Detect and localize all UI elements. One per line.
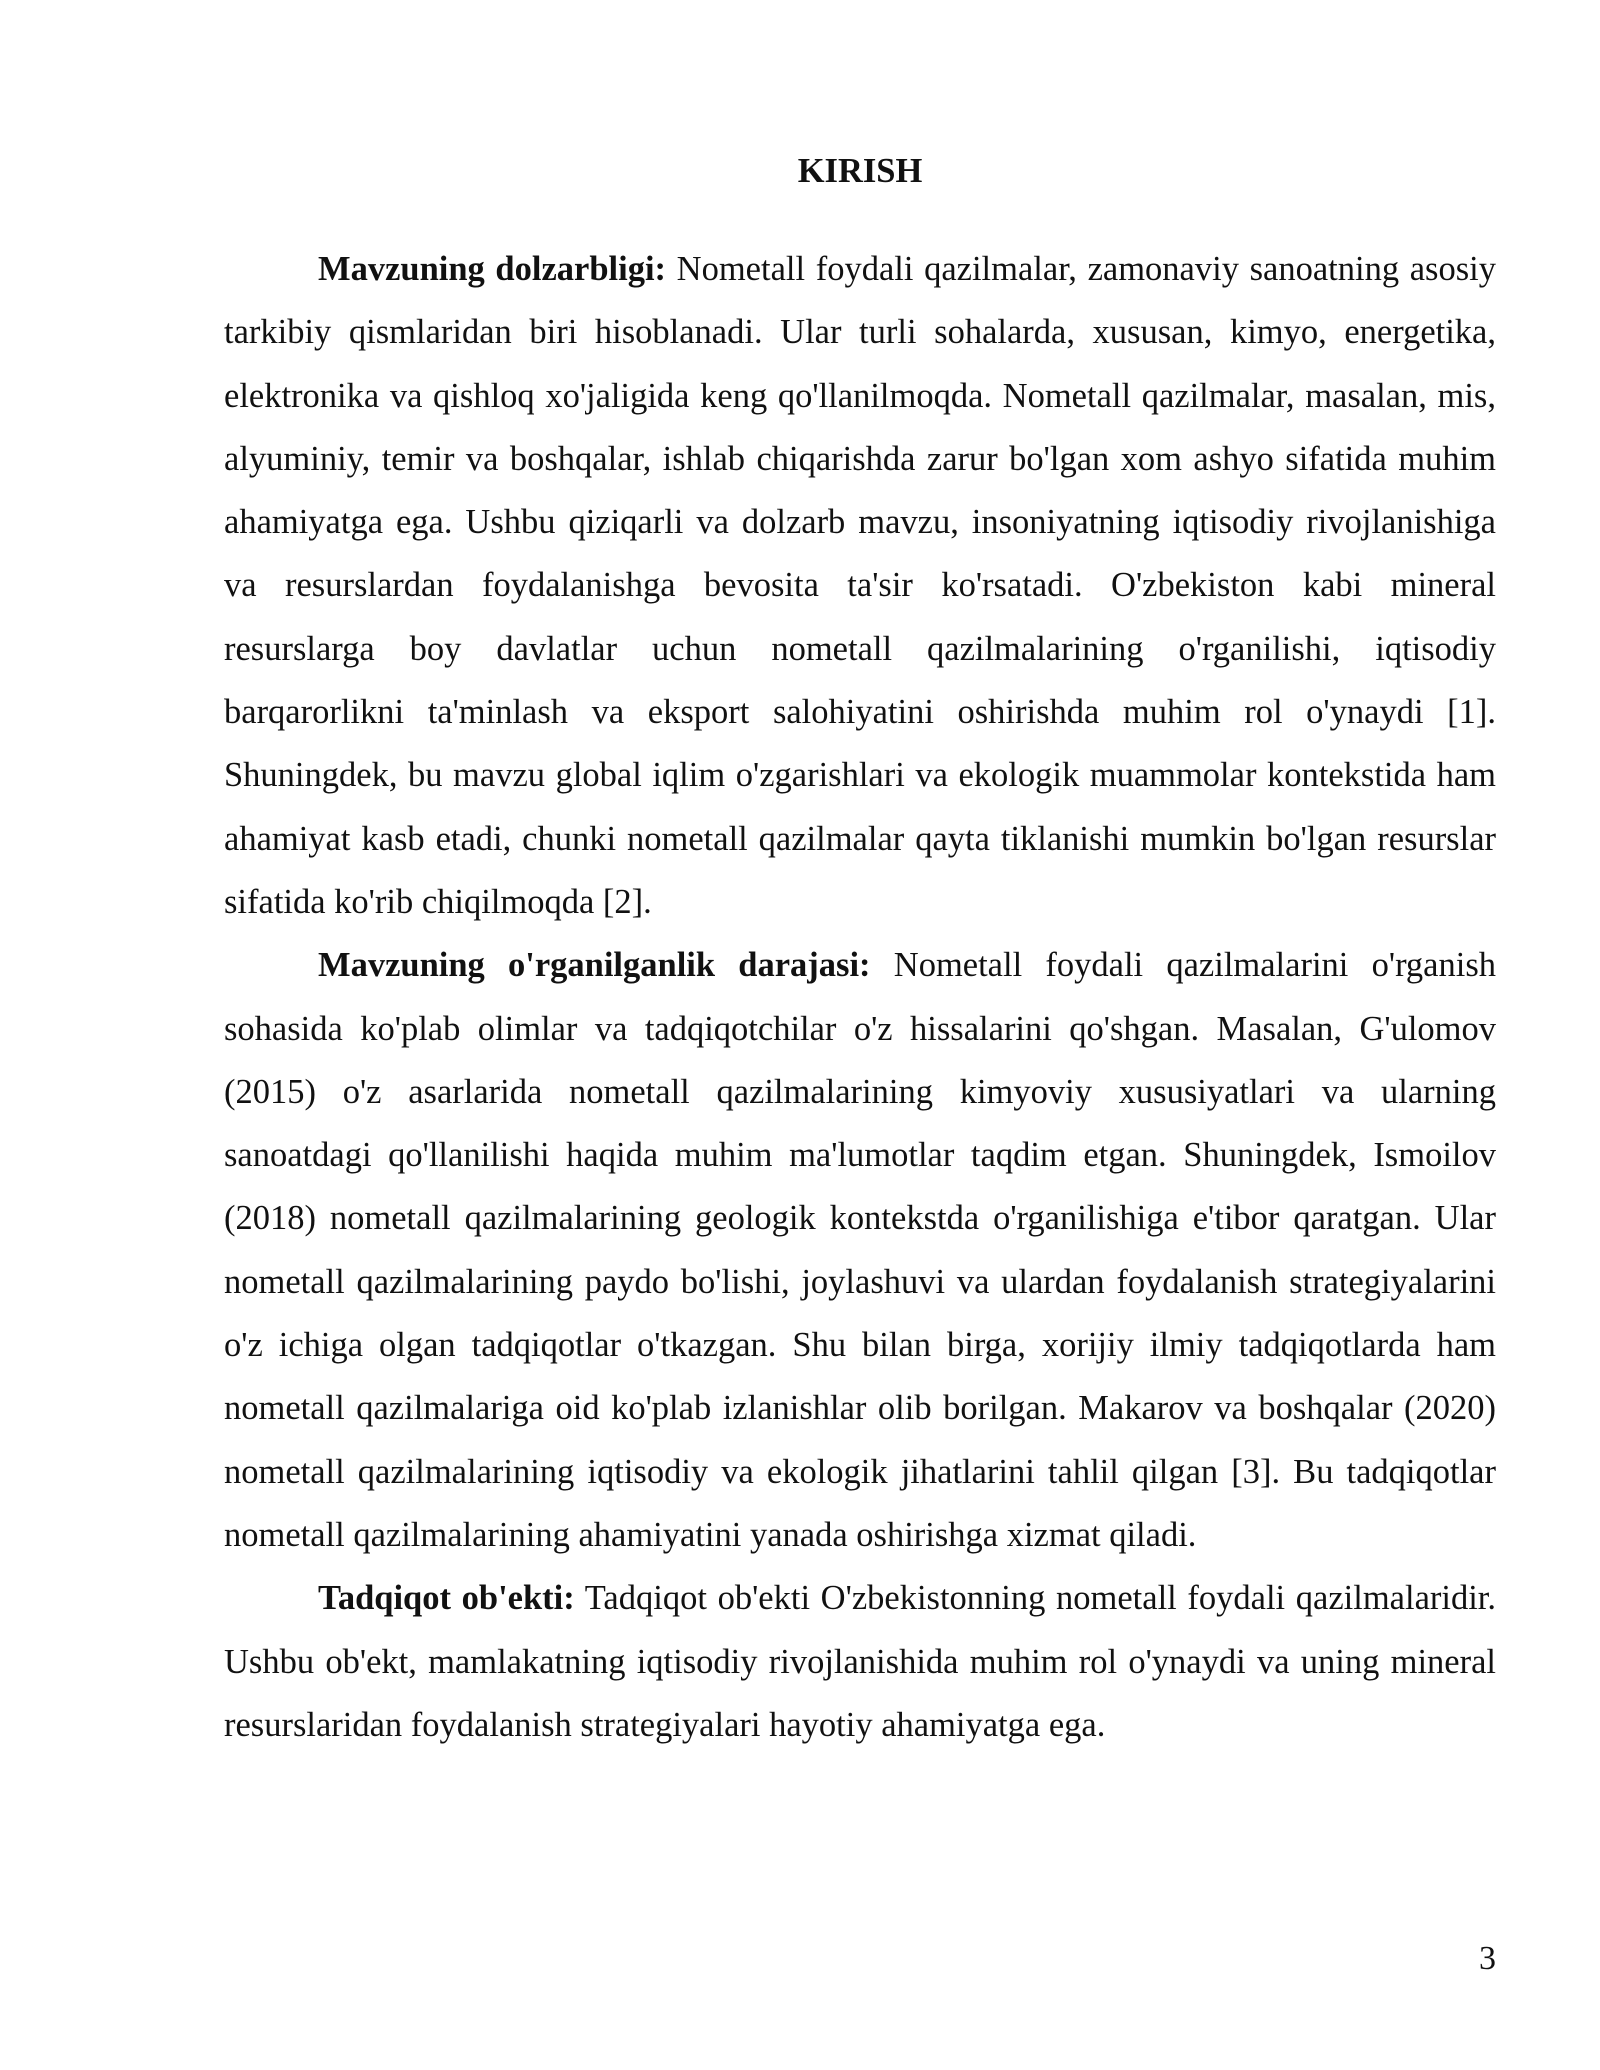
section-heading: KIRISH [797,152,923,190]
paragraph-text: Tadqiqot ob'ekti O'zbekistonning nometall foydali qazilmalaridir. Ushbu ob'ekt, mamlakatning iqtisodiy rivojlanishida muhim rol o'ynaydi va uning mineral resurslaridan foydalanish strategiyalari hayotiy ahamiyatga ega. [224,1579,1496,1744]
paragraph-study-level [224,934,1496,1567]
document-body [224,140,1496,1757]
paragraph-lead: Mavzuning o'rganilganlik darajasi: [318,946,871,985]
paragraph-text: Nometall foydali qazilmalarini o'rganish sohasida ko'plab olimlar va tadqiqotchilar o'z hissalarini qo'shgan. Masalan, G'ulomov (2015) o'z asarlarida nometall qazilmalarining kimyoviy xususiyatlari va ularning sanoatdagi qo'llanilishi haqida muhim ma'lumotlar taqdim etgan. Shuningdek, Ismoilov (2018) nometall qazilmalarining geologik kontekstda o'rganilishiga e'tibor qaratgan. Ular nometall qazilmalarining paydo bo'lishi, joylashuvi va ulardan foydalanish strategiyalarini o'z ichiga olgan tadqiqotlar o'tkazgan. Shu bilan birga, xorijiy ilmiy tadqiqotlarda ham nometall qazilmalariga oid ko'plab izlanishlar olib borilgan. Makarov va boshqalar (2020) nometall qazilmalarining iqtisodiy va ekologik jihatlarini tahlil qilgan [3]. Bu tadqiqotlar nometall qazilmalarining ahamiyatini yanada oshirishga xizmat qiladi. [224,946,1497,1554]
paragraph-research-object [224,1567,1496,1757]
paragraph-lead: Tadqiqot ob'ekti: [318,1579,575,1618]
page-number: 3 [1479,1940,1496,1977]
paragraph-text: Nometall foydali qazilmalar, zamonaviy sanoatning asosiy tarkibiy qismlaridan biri hisoblanadi. Ular turli sohalarda, xususan, kimyo, energetika, elektronika va qishloq xo'jaligida keng qo'llanilmoqda. Nometall qazilmalar, masalan, mis, alyuminiy, temir va boshqalar, ishlab chiqarishda zarur bo'lgan xom ashyo sifatida muhim ahamiyatga ega. Ushbu qiziqarli va dolzarb mavzu, insoniyatning iqtisodiy rivojlanishiga va resurslardan foydalanishga bevosita ta'sir ko'rsatadi. O'zbekiston kabi mineral resurslarga boy davlatlar uchun nometall qazilmalarining o'rganilishi, iqtisodiy barqarorlikni ta'minlash va eksport salohiyatini oshirishda muhim rol o'ynaydi [1]. Shuningdek, bu mavzu global iqlim o'zgarishlari va ekologik muammolar kontekstida ham ahamiyat kasb etadi, chunki nometall qazilmalar qayta tiklanishi mumkin bo'lgan resurslar sifatida ko'rib chiqilmoqda [2]. [224,250,1496,921]
paragraph-lead: Mavzuning dolzarbligi: [318,250,667,288]
paragraph-relevance [224,238,1496,934]
